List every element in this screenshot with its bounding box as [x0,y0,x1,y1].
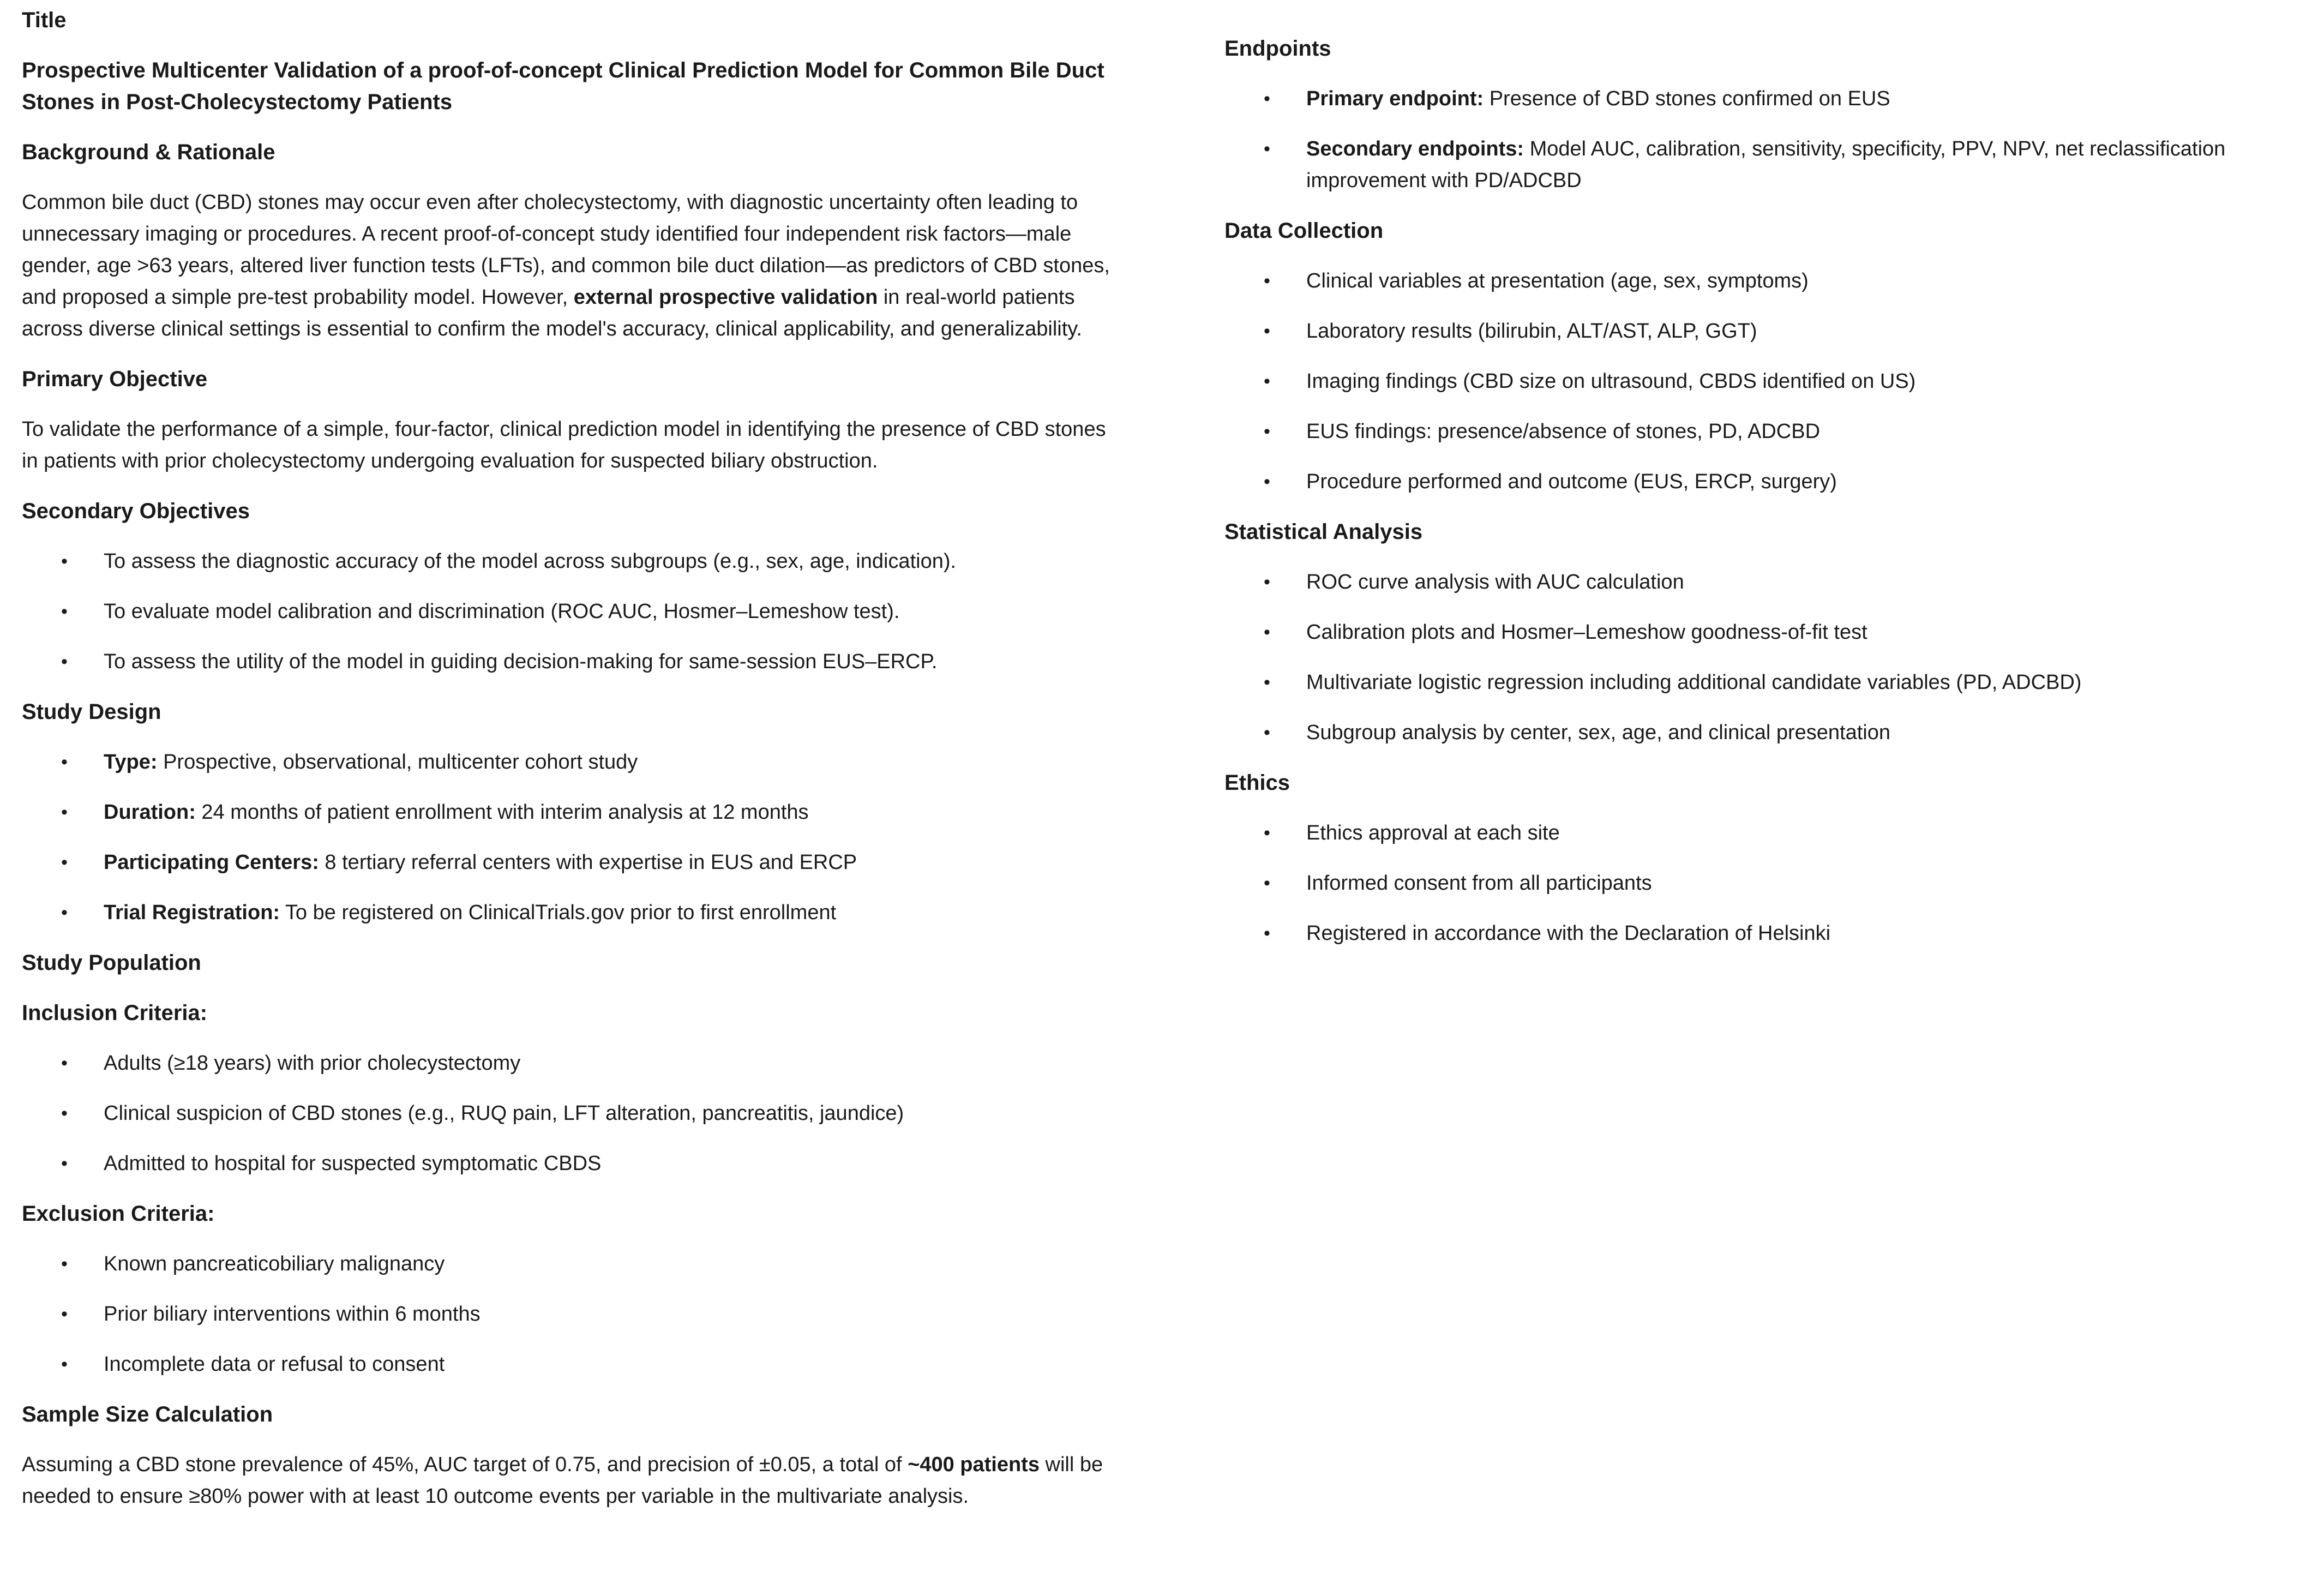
list-item-text: Adults (≥18 years) with prior cholecystectomy [104,1052,521,1075]
list-item-text: Informed consent from all participants [1306,872,1652,895]
endpoints-heading: Endpoints [1224,37,1331,61]
bullet-icon: • [1264,371,1270,392]
list-item-text: To assess the utility of the model in guiding decision-making for same-session EUS–ERCP. [104,650,938,673]
list-item [22,646,1118,677]
bullet-icon: • [61,902,68,923]
secondary-objectives-heading: Secondary Objectives [22,499,250,523]
background-text-2: in real-world patients across diverse clinical settings is essential to confirm the model's accuracy, clinical applicability, and generalizability. [22,286,1082,340]
background-text-1: Common bile duct (CBD) stones may occur even after cholecystectomy, with diagnostic uncertainty often leading to unnecessary imaging or procedures. A recent proof-of-concept study identified four independent risk factors—male gender, age >63 years, altered liver function tests (LFTs), and common bile duct dilation—as predictors of CBD stones, and proposed a simple pre-test probability model. However, [22,191,1110,309]
list-item [22,746,1118,778]
background-heading: Background & Rationale [22,140,275,164]
list-item [1224,867,2315,899]
list-item [22,1248,1118,1280]
list-item-text: Incomplete data or refusal to consent [104,1353,445,1376]
bullet-icon: • [61,651,68,672]
list-item [22,1298,1118,1330]
sample-size-heading: Sample Size Calculation [22,1402,273,1426]
right-column [1224,33,2315,968]
bullet-icon: • [61,601,68,622]
bullet-icon: • [1264,271,1270,291]
bullet-icon: • [1264,572,1270,592]
list-item-text: To be registered on ClinicalTrials.gov prior to first enrollment [280,901,837,924]
bullet-icon: • [1264,622,1270,643]
inclusion-criteria-list [22,1047,1118,1179]
list-item-text: Prior biliary interventions within 6 months [104,1303,481,1326]
list-item [22,596,1118,627]
title-heading: Title [22,8,67,32]
bullet-icon: • [61,1354,68,1375]
list-item-text: Model AUC, calibration, sensitivity, specificity, PPV, NPV, net reclassification improvement with PD/ADCBD [1306,137,2226,192]
exclusion-criteria-list [22,1248,1118,1380]
list-item-label: Type: [104,751,158,773]
bullet-icon: • [61,1053,68,1074]
study-design-list [22,746,1118,928]
list-item-text: Clinical variables at presentation (age, sex, symptoms) [1306,269,1809,292]
sample-size-text-1: Assuming a CBD stone prevalence of 45%, AUC target of 0.75, and precision of ±0.05, a total of [22,1453,908,1476]
list-item-text: 8 tertiary referral centers with expertise in EUS and ERCP [319,851,857,874]
ethics-list [1224,817,2315,949]
bullet-icon: • [61,852,68,873]
list-item [1224,133,2315,196]
list-item-text: Known pancreaticobiliary malignancy [104,1252,445,1275]
list-item-text: Prospective, observational, multicenter cohort study [157,751,638,773]
list-item-text: Registered in accordance with the Declaration of Helsinki [1306,922,1831,945]
inclusion-criteria-heading: Inclusion Criteria: [22,1001,208,1025]
bullet-icon: • [61,1153,68,1174]
left-column [22,0,1118,1531]
bullet-icon: • [61,1254,68,1274]
bullet-icon: • [1264,722,1270,743]
list-item [1224,466,2315,497]
bullet-icon: • [1264,672,1270,693]
list-item-text: Procedure performed and outcome (EUS, ERCP, surgery) [1306,470,1837,493]
bullet-icon: • [61,752,68,772]
list-item-text: ROC curve analysis with AUC calculation [1306,571,1684,593]
list-item [1224,315,2315,347]
list-item-text: Calibration plots and Hosmer–Lemeshow goodness-of-fit test [1306,621,1867,644]
list-item-text: Imaging findings (CBD size on ultrasound, CBDS identified on US) [1306,370,1916,393]
list-item-text: Presence of CBD stones confirmed on EUS [1484,87,1890,110]
list-item-text: 24 months of patient enrollment with interim analysis at 12 months [195,801,809,824]
ethics-heading: Ethics [1224,771,1290,795]
list-item [22,1148,1118,1179]
list-item-text: Admitted to hospital for suspected symptomatic CBDS [104,1152,602,1175]
list-item-text: Subgroup analysis by center, sex, age, and clinical presentation [1306,721,1890,744]
bullet-icon: • [1264,88,1270,109]
bullet-icon: • [1264,421,1270,442]
list-item-label: Secondary endpoints: [1306,137,1524,160]
primary-objective-heading: Primary Objective [22,367,208,391]
list-item-label: Participating Centers: [104,851,319,874]
background-text-bold: external prospective validation [573,286,878,309]
statistical-analysis-list [1224,566,2315,748]
list-item [22,796,1118,828]
bullet-icon: • [1264,923,1270,944]
study-population-heading: Study Population [22,951,201,975]
data-collection-list [1224,265,2315,497]
bullet-icon: • [61,551,68,572]
list-item [1224,616,2315,648]
list-item-text: Clinical suspicion of CBD stones (e.g., RUQ pain, LFT alteration, pancreatitis, jaundice) [104,1102,904,1125]
background-paragraph [22,187,1118,345]
list-item-text: Multivariate logistic regression including additional candidate variables (PD, ADCBD) [1306,671,2082,694]
list-item-text: To assess the diagnostic accuracy of the model across subgroups (e.g., sex, age, indication). [104,550,957,573]
sample-size-paragraph [22,1449,1118,1512]
exclusion-criteria-heading: Exclusion Criteria: [22,1202,215,1226]
bullet-icon: • [1264,139,1270,159]
list-item [1224,667,2315,698]
list-item [22,545,1118,577]
list-item-text: Ethics approval at each site [1306,822,1560,844]
endpoints-list [1224,83,2315,196]
list-item [22,1098,1118,1129]
list-item [1224,717,2315,748]
list-item [1224,918,2315,949]
list-item-text: Laboratory results (bilirubin, ALT/AST, ALP, GGT) [1306,320,1757,343]
list-item [1224,265,2315,297]
list-item-text: EUS findings: presence/absence of stones, PD, ADCBD [1306,420,1821,443]
list-item-label: Trial Registration: [104,901,280,924]
list-item [22,1047,1118,1079]
secondary-objectives-list [22,545,1118,677]
bullet-icon: • [1264,823,1270,843]
bullet-icon: • [1264,321,1270,341]
list-item [1224,416,2315,447]
list-item-label: Primary endpoint: [1306,87,1484,110]
primary-objective-paragraph: To validate the performance of a simple, four-factor, clinical prediction model in identifying the presence of CBD stones in patients with prior cholecystectomy undergoing evaluation for suspected biliary obstruction. [22,418,1106,472]
bullet-icon: • [61,802,68,823]
list-item [22,847,1118,878]
list-item [1224,83,2315,115]
bullet-icon: • [1264,471,1270,492]
list-item [1224,566,2315,598]
sample-size-text-2: will be needed to ensure ≥80% power with at least 10 outcome events per variable in the multivariate analysis. [22,1453,1103,1508]
list-item [1224,365,2315,397]
list-item-label: Duration: [104,801,196,824]
bullet-icon: • [61,1103,68,1124]
list-item [22,1348,1118,1380]
statistical-analysis-heading: Statistical Analysis [1224,520,1423,544]
list-item [1224,817,2315,849]
data-collection-heading: Data Collection [1224,219,1384,243]
document-title: Prospective Multicenter Validation of a proof-of-concept Clinical Prediction Model for Common Bile Duct Stones in Post-Cholecystectomy Patients [22,58,1104,114]
list-item-text: To evaluate model calibration and discrimination (ROC AUC, Hosmer–Lemeshow test). [104,600,900,623]
study-design-heading: Study Design [22,700,161,724]
bullet-icon: • [61,1304,68,1324]
list-item [22,897,1118,928]
sample-size-text-bold: ~400 patients [908,1453,1040,1476]
bullet-icon: • [1264,873,1270,894]
